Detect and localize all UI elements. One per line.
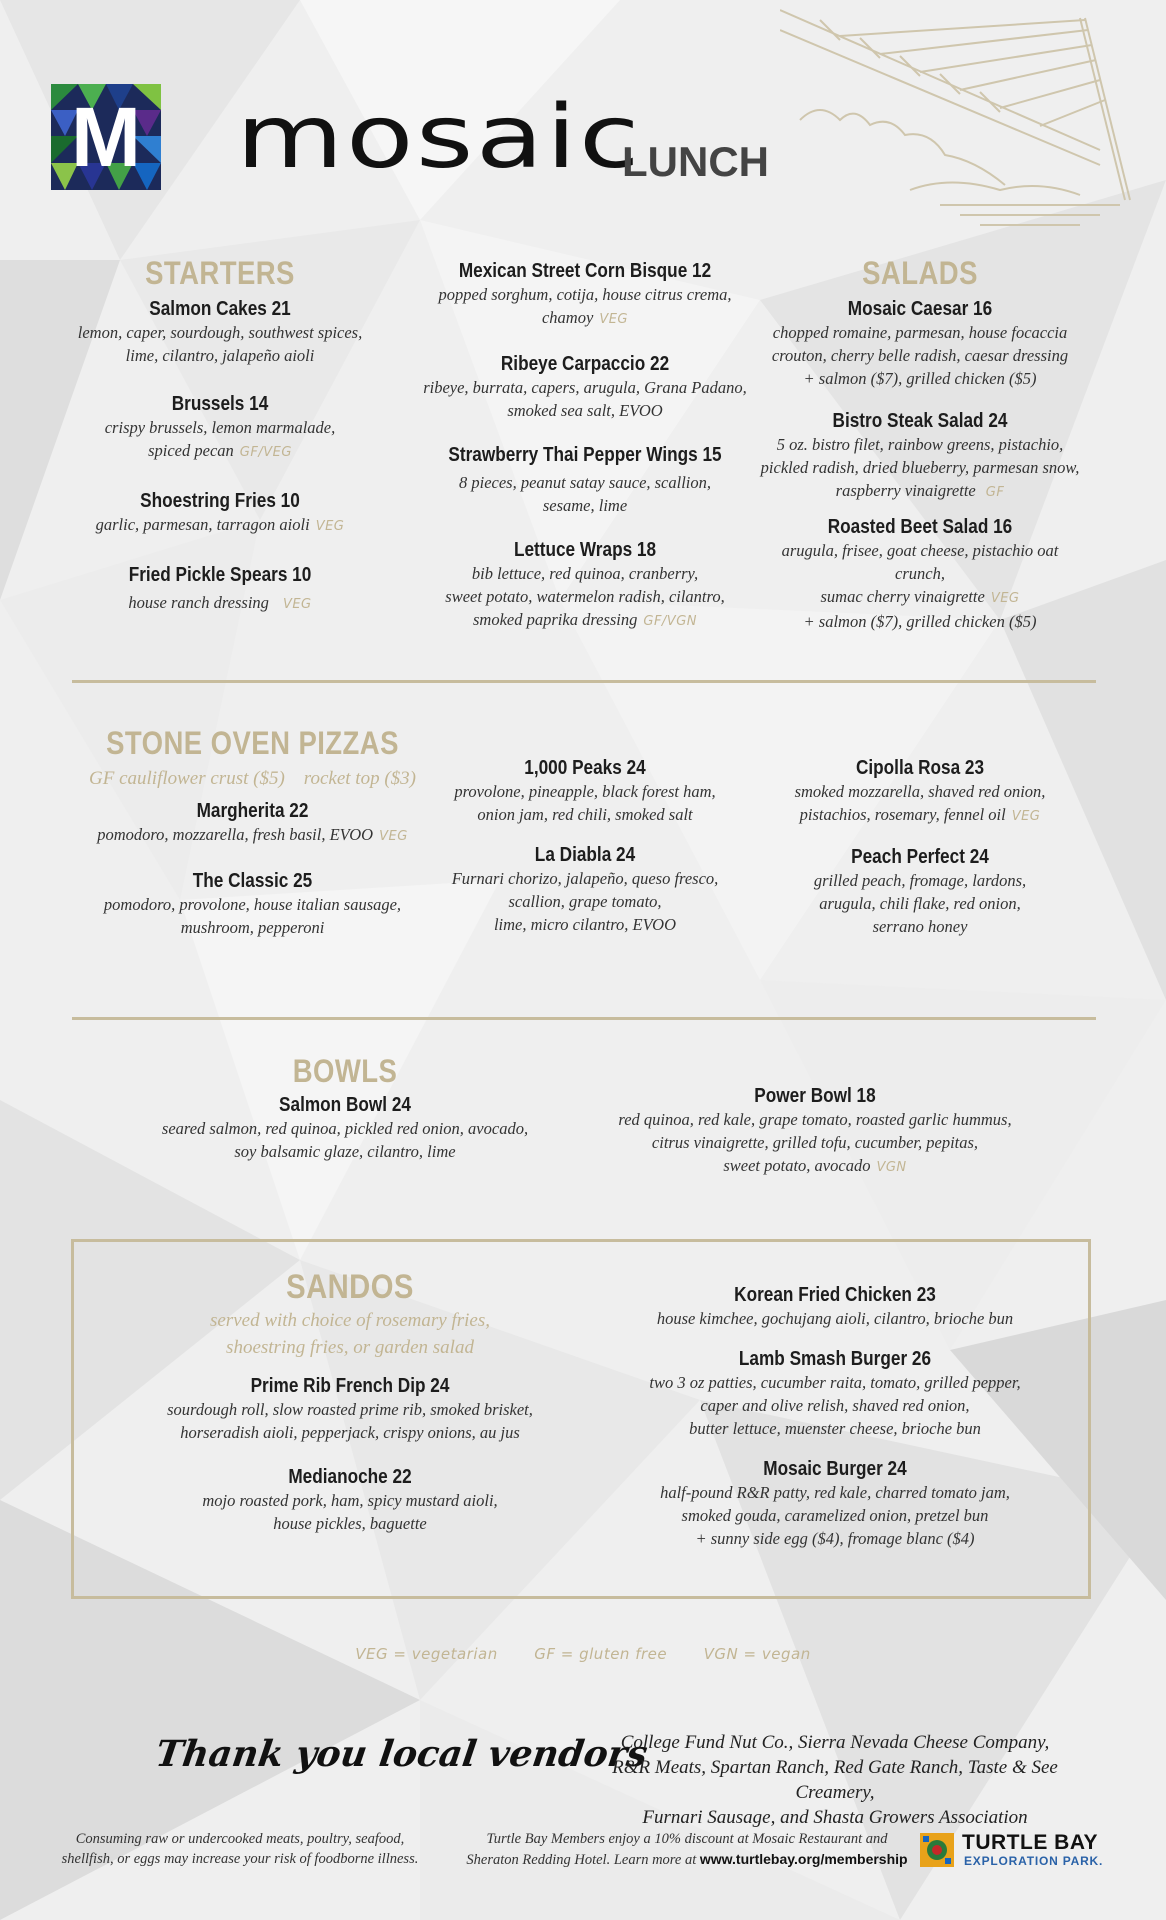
item-desc: smoked gouda, caramelized onion, pretzel bun <box>681 1506 989 1525</box>
item-desc: house kimchee, gochujang aioli, cilantro, brioche bun <box>656 1309 1014 1328</box>
vendors-line: Furnari Sausage, and Shasta Growers Association <box>642 1807 1028 1828</box>
item-desc: lime, cilantro, jalapeño aioli <box>125 346 315 365</box>
item-name: La Diabla 24 <box>534 844 636 866</box>
section-title-pizzas: STONE OVEN PIZZAS <box>106 725 399 761</box>
item-desc: pomodoro, mozzarella, fresh basil, EVOO <box>97 825 374 844</box>
item-name: Lamb Smash Burger 26 <box>738 1348 932 1370</box>
item-desc: soy balsamic glaze, cilantro, lime <box>234 1142 456 1161</box>
item-desc: butter lettuce, muenster cheese, brioche bun <box>689 1419 981 1438</box>
menu-item <box>755 516 1085 633</box>
item-name: 1,000 Peaks 24 <box>524 757 646 779</box>
item-name: Fried Pickle Spears 10 <box>128 564 312 586</box>
item-name: Shoestring Fries 10 <box>140 490 300 512</box>
turtle-bay-logo <box>920 1831 1120 1871</box>
vendors-list <box>585 1730 1085 1830</box>
legend-gf: GF = gluten free <box>534 1645 668 1663</box>
menu-item <box>415 844 755 936</box>
item-desc: smoked sea salt, EVOO <box>507 401 663 420</box>
menu-item <box>410 353 760 422</box>
item-desc: smoked paprika dressing <box>473 610 638 629</box>
item-name: Medianoche 22 <box>288 1466 412 1488</box>
section-divider <box>72 680 1096 683</box>
section-divider <box>72 1017 1096 1020</box>
pizzas-section <box>70 725 435 939</box>
item-desc: spiced pecan <box>148 441 234 460</box>
item-desc: caper and olive relish, shaved red onion, <box>700 1396 970 1415</box>
item-name: Salmon Cakes 21 <box>149 298 291 320</box>
menu-item <box>410 539 760 633</box>
item-name: Bistro Steak Salad 24 <box>832 410 1008 432</box>
item-desc: + salmon ($7), grilled chicken ($5) <box>803 612 1037 631</box>
item-desc: sourdough roll, slow roasted prime rib, smoked brisket, <box>167 1400 533 1419</box>
menu-item <box>415 757 755 826</box>
warning-line: shellfish, or eggs may increase your risk of foodborne illness. <box>61 1851 419 1867</box>
item-name: Korean Fried Chicken 23 <box>734 1284 936 1306</box>
sandos-section <box>150 1268 550 1535</box>
membership-line: Turtle Bay Members enjoy a 10% discount at Mosaic Restaurant and <box>486 1831 888 1847</box>
pizzas-mid-column <box>415 757 755 936</box>
item-name: Salmon Bowl 24 <box>279 1094 411 1116</box>
sandos-right-column <box>625 1284 1045 1550</box>
item-desc: 5 oz. bistro filet, rainbow greens, pistachio, <box>776 435 1064 454</box>
item-desc: onion jam, red chili, smoked salt <box>477 805 693 824</box>
item-desc: sumac cherry vinaigrette <box>820 587 985 606</box>
section-title-starters: STARTERS <box>145 255 295 291</box>
item-name: Cipolla Rosa 23 <box>855 757 985 779</box>
vendors-heading: Thank you local vendors <box>153 1733 651 1775</box>
menu-type: LUNCH <box>622 138 769 185</box>
dietary-tag: VEG <box>599 312 628 327</box>
item-desc: serrano honey <box>872 917 968 936</box>
item-desc: sweet potato, watermelon radish, cilantro, <box>445 587 725 606</box>
item-desc: house ranch dressing <box>128 593 269 612</box>
menu-item <box>625 1348 1045 1440</box>
dietary-tag: GF <box>985 485 1005 500</box>
menu-item <box>150 1466 550 1535</box>
item-desc: crispy brussels, lemon marmalade, <box>104 418 336 437</box>
item-name: Strawberry Thai Pepper Wings 15 <box>448 444 722 466</box>
item-desc: crouton, cherry belle radish, caesar dressing <box>771 346 1069 365</box>
starters-mid-column <box>410 260 760 633</box>
menu-item <box>60 490 380 538</box>
item-name: Roasted Beet Salad 16 <box>827 516 1013 538</box>
dietary-legend <box>283 1645 883 1663</box>
sandos-subtitle: served with choice of rosemary fries, <box>209 1310 491 1331</box>
brand-name: mosaic <box>236 86 643 188</box>
item-desc: pickled radish, dried blueberry, parmesan snow, <box>760 458 1080 477</box>
menu-item <box>410 260 760 331</box>
dietary-tag: VEG <box>990 591 1020 606</box>
legend-vgn: VGN = vegan <box>703 1645 811 1663</box>
pizzas-subtitle: GF cauliflower crust ($5) rocket top ($3) <box>89 768 416 789</box>
menu-item <box>150 1375 550 1444</box>
menu-item <box>625 1284 1045 1330</box>
item-desc: arugula, chili flake, red onion, <box>819 894 1021 913</box>
dietary-tag: GF/VGN <box>643 614 697 629</box>
menu-item <box>410 444 760 517</box>
item-desc: + salmon ($7), grilled chicken ($5) <box>803 369 1037 388</box>
warning-line: Consuming raw or undercooked meats, poultry, seafood, <box>75 1831 405 1847</box>
item-desc: pistachios, rosemary, fennel oil <box>799 805 1006 824</box>
vendors-line: College Fund Nut Co., Sierra Nevada Cheese Company, <box>620 1732 1050 1753</box>
item-name: Mosaic Caesar 16 <box>847 298 993 320</box>
item-desc: mojo roasted pork, ham, spicy mustard aioli, <box>202 1491 498 1510</box>
dietary-tag: VEG <box>379 829 408 844</box>
menu-item <box>755 757 1085 828</box>
item-name: Brussels 14 <box>171 393 269 415</box>
item-desc: sweet potato, avocado <box>723 1156 871 1175</box>
item-desc: horseradish aioli, pepperjack, crispy onions, au jus <box>180 1423 520 1442</box>
dietary-tag: VGN <box>876 1160 907 1175</box>
partner-subtitle: EXPLORATION PARK. <box>964 1854 1104 1868</box>
item-name: Mexican Street Corn Bisque 12 <box>458 260 712 282</box>
item-name: Power Bowl 18 <box>754 1085 876 1107</box>
item-desc: chamoy <box>541 308 594 327</box>
item-desc: seared salmon, red quinoa, pickled red onion, avocado, <box>161 1119 529 1138</box>
section-title-sandos: SANDOS <box>286 1268 414 1306</box>
item-desc: mushroom, pepperoni <box>180 918 325 937</box>
item-desc: ribeye, burrata, capers, arugula, Grana Padano, <box>423 378 747 397</box>
menu-item <box>145 1094 545 1163</box>
menu-item <box>755 298 1085 390</box>
membership-note <box>462 1829 912 1870</box>
menu-item <box>60 298 380 367</box>
item-desc: half-pound R&R patty, red kale, charred tomato jam, <box>660 1483 1010 1502</box>
menu-item <box>625 1458 1045 1550</box>
logo-letter: M <box>71 90 141 184</box>
section-title-salads: SALADS <box>862 255 978 291</box>
menu-item <box>70 870 435 939</box>
turtle-icon <box>920 1833 954 1867</box>
dietary-tag: VEG <box>315 519 345 534</box>
item-name: Mosaic Burger 24 <box>763 1458 907 1480</box>
item-desc: scallion, grape tomato, <box>508 892 662 911</box>
item-desc: lemon, caper, sourdough, southwest spices, <box>77 323 363 342</box>
pizzas-right-column <box>755 757 1085 938</box>
item-desc: provolone, pineapple, black forest ham, <box>454 782 716 801</box>
item-name: Prime Rib French Dip 24 <box>250 1375 450 1397</box>
section-title-bowls: BOWLS <box>292 1053 398 1089</box>
membership-line: Sheraton Redding Hotel. Learn more at <box>466 1852 697 1868</box>
menu-item <box>755 410 1085 504</box>
item-name: Lettuce Wraps 18 <box>513 539 657 561</box>
item-name: Margherita 22 <box>196 800 309 822</box>
item-desc: pomodoro, provolone, house italian sausage, <box>103 895 402 914</box>
dietary-tag: GF/VEG <box>239 445 292 460</box>
menu-item <box>60 393 380 464</box>
dietary-tag: VEG <box>1011 809 1041 824</box>
item-desc: sesame, lime <box>542 496 628 515</box>
item-desc: lime, micro cilantro, EVOO <box>493 915 677 934</box>
membership-link[interactable]: www.turtlebay.org/membership <box>699 1851 908 1867</box>
starters-section <box>60 255 380 616</box>
mosaic-logo <box>51 84 161 190</box>
item-desc: citrus vinaigrette, grilled tofu, cucumber, pepitas, <box>651 1133 979 1152</box>
item-desc: Furnari chorizo, jalapeño, queso fresco, <box>451 869 719 888</box>
legend-veg: VEG = vegetarian <box>355 1645 498 1663</box>
menu-item <box>610 1085 1020 1179</box>
food-safety-warning <box>50 1829 430 1869</box>
item-desc: bib lettuce, red quinoa, cranberry, <box>471 564 699 583</box>
item-desc: + sunny side egg ($4), fromage blanc ($4) <box>695 1529 975 1548</box>
item-name: Peach Perfect 24 <box>851 846 989 868</box>
vendors-line: R&R Meats, Spartan Ranch, Red Gate Ranch, Taste & See Creamery, <box>612 1757 1058 1803</box>
item-desc: house pickles, baguette <box>273 1514 427 1533</box>
item-desc: raspberry vinaigrette <box>835 481 976 500</box>
item-desc: red quinoa, red kale, grape tomato, roasted garlic hummus, <box>618 1110 1012 1129</box>
item-desc: garlic, parmesan, tarragon aioli <box>95 515 310 534</box>
sandos-subtitle: shoestring fries, or garden salad <box>226 1337 474 1358</box>
salads-section <box>755 255 1085 633</box>
item-desc: grilled peach, fromage, lardons, <box>813 871 1027 890</box>
item-desc: smoked mozzarella, shaved red onion, <box>794 782 1046 801</box>
item-name: Ribeye Carpaccio 22 <box>500 353 670 375</box>
menu-item <box>60 564 380 616</box>
dietary-tag: VEG <box>282 597 312 612</box>
item-desc: two 3 oz patties, cucumber raita, tomato, grilled pepper, <box>649 1373 1021 1392</box>
item-name: The Classic 25 <box>192 870 313 892</box>
partner-name: TURTLE BAY <box>962 1831 1099 1854</box>
bowls-right-column <box>610 1085 1020 1179</box>
item-desc: chopped romaine, parmesan, house focaccia <box>772 323 1068 342</box>
bowls-section <box>145 1053 545 1163</box>
item-desc: 8 pieces, peanut satay sauce, scallion, <box>458 473 712 492</box>
item-desc: popped sorghum, cotija, house citrus crema, <box>438 285 732 304</box>
sundial-bridge-illustration <box>780 0 1166 240</box>
menu-item <box>755 846 1085 938</box>
menu-item <box>70 800 435 848</box>
item-desc: arugula, frisee, goat cheese, pistachio oat crunch, <box>781 541 1059 583</box>
